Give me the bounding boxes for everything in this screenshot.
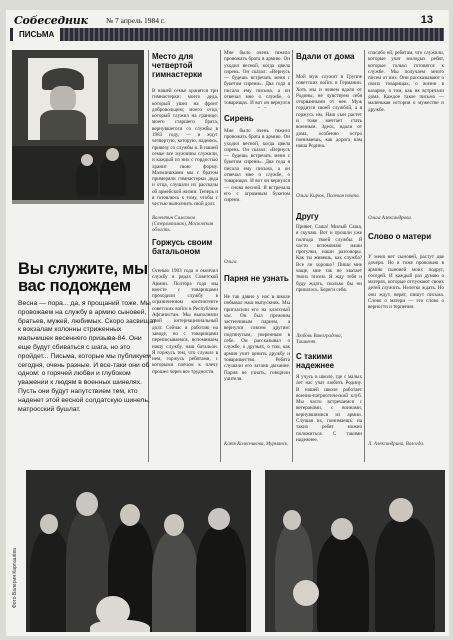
column-rule	[292, 50, 293, 462]
article-headline: Горжусь своим батальоном	[152, 238, 213, 256]
article-body: Я учусь в школе, где с малых лет нас учат любить Родину. В нашей школе работает военно-патриотический клуб. Мы часто встречаемся с ветеранами, с воинами, вернувшимися из армии. Слушая их, понимаешь: на таких ребят можно положиться. С такими надежнее.	[296, 374, 362, 443]
crowd-photo	[26, 470, 251, 632]
issue-info: № 7 апрель 1984 г.	[106, 16, 165, 25]
article-headline: Парня не узнать	[224, 274, 289, 283]
magazine-name: Собеседник	[14, 14, 88, 27]
article-headline: Вдали от дома	[296, 52, 355, 61]
masthead	[6, 10, 449, 46]
page-number: 13	[420, 14, 433, 26]
photo-credit: Фото Валерия Карташёва	[12, 548, 18, 608]
soldier-poster	[28, 58, 98, 140]
article-signature: Любовь Виноградова, Ташкент.	[296, 334, 342, 346]
column-rule	[364, 50, 365, 462]
article-signature: Ольга Кирюк, Полевая почта.	[296, 194, 360, 199]
article-signature: Валентин Самсонов (Стерлитамак), Московская область.	[152, 216, 214, 234]
lead-paragraph: Весна — пора... да, я прощаний тоже. Мы провожаем на службу в армию сыновей, братьев, мужей, любимых. Скоро засвищат к вокзалам колонны стриженных мальчишек весеннего призыва-84. Они еще будут сбиваться с шага, но это пройдет... Письма, которые мы публикуем сегодня, очень разные. И все-таки они об одном: о горячей любви и глубоком уважении к людям в военных шинелях. Пусть они будут напутствием тем, кто наденет этой весной солдатскую шинель, матросский бушлат.	[18, 300, 156, 413]
article-headline: Другу	[296, 212, 319, 221]
newspaper-page	[6, 10, 449, 636]
parting-photo	[265, 470, 445, 632]
article-body: У меня нет сыновей, растут две дочери. Но я тоже провожаю в армию сыновей моих подруг, соседей. И каждый раз думаю о матерях, которые отпускают своих детей служить. Нелегко ждать. Но они ждут, верят, пишут письма. Слово о матери — это слово о верности и терпении.	[368, 254, 444, 311]
article-signature: Ольга Александрова.	[368, 216, 412, 221]
column-rule	[220, 50, 221, 462]
article-body: Мне было очень тяжело провожать брата в армию. Он уходил весной, когда цвела сирень. Он сказал: «Вернусь — будешь встречать меня с букетом сирени». Два года я писала ему письма, а он отвечал мне о службе, о товарищах. И вот он вернулся	[224, 50, 290, 107]
article-body: Мне было очень тяжело провожать брата в армию. Он уходил весной, когда цвела сирень. Он сказал: «Вернусь — будешь встречать меня с букетом сирени». Два года я писала ему письма, а он отвечал мне о службе, о товарищах. И вот он вернулся — снова весной. Я встречала его с огромным букетом сирени.	[224, 128, 290, 204]
article-body: Осенью 1983 года я окончил службу в рядах Советской Армии. Полтора года мы вместе с товарищами проходили службу в ограниченном контингенте советских войск в Республике Афганистан. Мы выполняли свой интернациональный долг. Сейчас я работаю на заводе, но с товарищами переписываемся, вспоминаем нашу службу, наш батальон. Я горжусь тем, что служил в нем, горжусь ребятами, с которыми плечом к плечу прошел через все трудности.	[152, 268, 218, 375]
article-body: спасибо ей, ребятам, что служили, которые учат молодых ребят, которые только готовятся к службе. Мы получаем много писем от них. Они рассказывают о своих товарищах, о жизни в казарме, о том, как их встречали дома. Каждое такое письмо — маленькая история о мужестве и дружбе.	[368, 50, 444, 113]
main-headline: Вы служите, мы вас подождем	[18, 260, 148, 295]
article-headline: С такими надежнее	[296, 352, 335, 370]
article-body: Привет, Саша! Милый Саша, я скучаю. Вот и прошли уже полгода твоей службы. Я часто вспоминаю наши прогулки, наши разговоры. Как ты живешь, как служба? Все ли хорошо? Пиши мне чаще, мне так не хватает твоих писем. Я жду тебя и буду ждать, сколько бы ни пришлось. Береги себя.	[296, 224, 362, 293]
article-body: Не так давно у нас в школе побывал наш выпускник. Мы пригласили его на классный час. Он был прежним застенчивым парнем, а вернулся совсем другим: подтянутым, уверенным в себе. Он рассказывал о службе, о друзьях, о том, как армия учит ценить дружбу и товарищество. Ребята слушали его затаив дыхание. Парня не узнать, говорили учителя.	[224, 294, 290, 382]
article-signature: Л. Александрина, Вологда.	[368, 442, 425, 447]
article-headline: Сирень	[224, 114, 254, 123]
article-signature: Катя Колесникова, Мурманск.	[224, 442, 289, 447]
photo-caption-strip	[12, 200, 144, 204]
article-body: Мой муж служит в Группе советских войск в Германии. Хоть мы и живем вдали от Родины, не чувствуем себя оторванными от нее. Муж гордится своей службой, а я горжусь им. Наш сын растет и тоже мечтает стать военным. Здесь, вдали от дома, особенно остро понимаешь, как дорога нам наша Родина.	[296, 74, 362, 150]
article-signature: Ольга.	[224, 260, 238, 265]
section-label: ПИСЬМА	[13, 28, 60, 41]
article-body: В нашей семье хранятся три гимнастерки: моего деда, который ушел на фронт добровольцем; моего отца, который служил на границе; моего старшего брата, вернувшегося со службы в 1983 году, — и ждут четвертую, которую, надеюсь, привезу со службы я. В нашей семье все мужчины служили, и каждый из них с гордостью хранит свою форму. Мальчишками мы с братом примеряли гимнастерки деда и отца, слушали их рассказы об армейской жизни. Теперь и я готовлюсь к тому, чтобы с честью выполнить свой долг.	[152, 88, 218, 208]
section-bar	[10, 28, 444, 41]
poster-photo	[12, 50, 144, 200]
article-headline: Место для четвертой гимнастерки	[152, 52, 203, 79]
article-headline: Слово о матери	[368, 232, 432, 241]
